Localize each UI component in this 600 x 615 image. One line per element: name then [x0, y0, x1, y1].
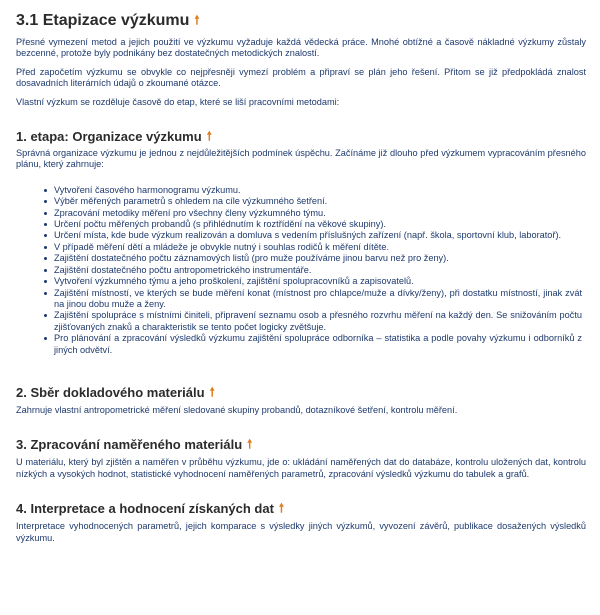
list-item: Určení počtu měřených probandů (s přihlédnutím k roztřídění na věkové skupiny).: [54, 219, 586, 230]
intro-paragraph: Přesné vymezení metod a jejich použití ve výzkumu vyžaduje každá vědecká práce. Mnohé obtížné a časově nákladné výzkumy zůstaly bezcenné, protože byly podnikány bez dostatečných metodických znalostí.: [16, 37, 586, 59]
section-paragraph: Interpretace vyhodnocených parametrů, jejich komparace s výsledky jiných výzkumů, vyvození závěrů, publikace dosažených výsledků výzkumu.: [16, 521, 586, 543]
page-title: [16, 10, 586, 31]
list-item: V případě měření dětí a mládeže je obvykle nutný i souhlas rodičů k měření dítěte.: [54, 242, 586, 253]
section-heading: [16, 128, 586, 145]
section-paragraph: U materiálu, který byl zjištěn a naměřen v průběhu výzkumu, jde o: ukládání naměřených dat do databáze, kontrolu uložených dat, kontrolu nízkých a vysokých hodnot, statistické vyhodnocení naměřených parametrů, zpracování výsledků výzkumu do tabulek a grafů.: [16, 457, 586, 479]
section-heading-text: 3. Zpracování naměřeného materiálu: [16, 437, 243, 453]
section-heading: [16, 500, 586, 517]
list-item: Zajištění místností, ve kterých se bude měření konat (místnost pro chlapce/muže a dívky/ženy), při dostatku místností, jinak zvát na jinou dobu muže a ženy.: [54, 288, 586, 311]
section-heading: [16, 436, 586, 453]
list-item: Zpracování metodiky měření pro všechny členy výzkumného týmu.: [54, 208, 586, 219]
list-item: Určení místa, kde bude výzkum realizován a domluva s vedením příslušných zařízení (např. škola, sportovní klub, laboratoř).: [54, 230, 586, 241]
list-item: Vytvoření časového harmonogramu výzkumu.: [54, 185, 586, 196]
list-item: Zajištění dostatečného počtu antropometrického instrumentáře.: [54, 265, 586, 276]
arrow-up-icon[interactable]: 🠕: [247, 437, 253, 452]
arrow-up-icon[interactable]: 🠕: [278, 501, 285, 516]
section-heading: [16, 384, 586, 401]
arrow-up-icon[interactable]: 🠕: [206, 129, 212, 144]
bullet-list: [16, 185, 586, 356]
arrow-up-icon[interactable]: 🠕: [194, 13, 200, 27]
list-item: Zajištění dostatečného počtu záznamových listů (pro muže používáme jinou barvu než pro ženy).: [54, 253, 586, 264]
list-item: Zajištění spolupráce s místními činiteli, připravení seznamu osob a přesného rozvrhu měření na každý den. Se snižováním počtu zjišťovaných znaků a charakteristik se tento počet logicky zvětšuje.: [54, 310, 586, 333]
section-heading-text: 1. etapa: Organizace výzkumu: [16, 129, 202, 145]
list-item: Vytvoření výzkumného týmu a jeho proškolení, zajištění spolupracovníků a zapisovatelů.: [54, 276, 586, 287]
section-heading-text: 4. Interpretace a hodnocení získaných dat: [16, 501, 274, 517]
section-paragraph: Zahrnuje vlastní antropometrické měření sledované skupiny probandů, dotazníkové šetření, kontrolu měření.: [16, 404, 458, 415]
list-item: Výběr měřených parametrů s ohledem na cíle výzkumného šetření.: [54, 196, 586, 207]
arrow-up-icon[interactable]: 🠕: [209, 384, 215, 399]
page-title-text: 3.1 Etapizace výzkumu: [16, 12, 190, 29]
intro-paragraph: Před započetím výzkumu se obvykle co nejpřesněji vymezí problém a připraví se plán jeho řešení. Přitom se již předpokládá znalost dosavadních literárních údajů o zkoumané otázce.: [16, 66, 586, 89]
list-item: Pro plánování a zpracování výsledků výzkumu zajištění spolupráce odborníka – statistika a podle povahy výzkumu i odborníků z jiných odvětví.: [54, 333, 586, 356]
section-heading-text: 2. Sběr dokladového materiálu: [16, 384, 205, 400]
intro-paragraph: Vlastní výzkum se rozděluje časově do etap, které se liší pracovními metodami:: [16, 96, 340, 107]
section-paragraph: Správná organizace výzkumu je jednou z nejdůležitějších podmínek úspěchu. Začínáme již dlouho před výzkumem vypracováním přesného plánu, který zahrnuje:: [16, 148, 586, 170]
